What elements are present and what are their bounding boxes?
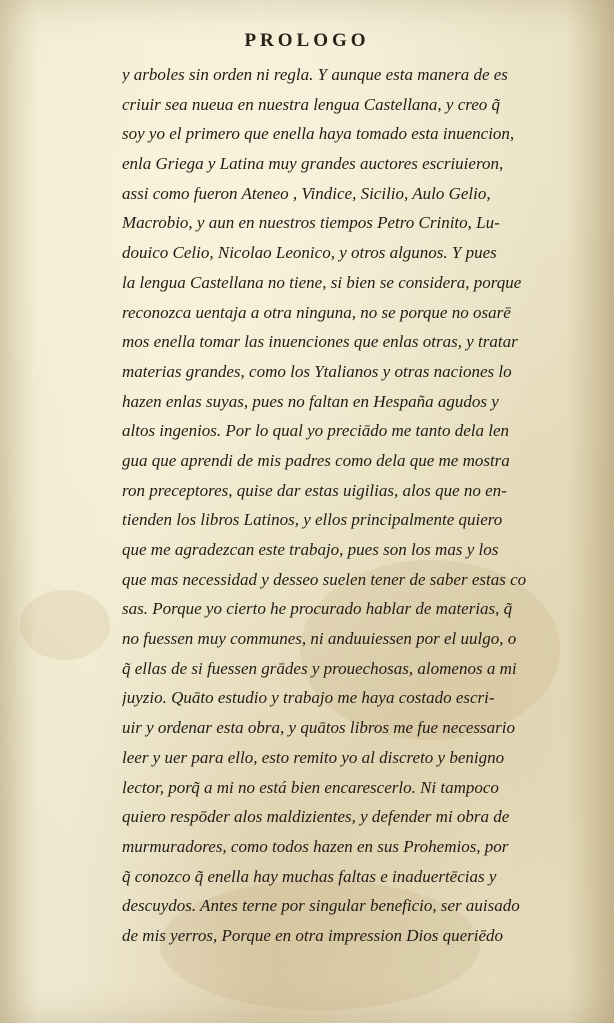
text-line: soy yo el primero que enella haya tomado esta inuencion, <box>122 124 515 144</box>
body-text <box>122 60 587 951</box>
page-header: PROLOGO <box>244 30 370 51</box>
text-line: quiero respōder alos maldizientes, y defender mi obra de <box>122 807 510 827</box>
text-line: hazen enlas suyas, pues no faltan en Hespaña agudos y <box>122 391 499 411</box>
text-line: assi como fueron Ateneo , Vindice, Sicilio, Aulo Gelio, <box>122 183 491 203</box>
text-line: uir y ordenar esta obra, y quātos libros me fue necessario <box>122 718 516 738</box>
text-line: tienden los libros Latinos, y ellos principalmente quiero <box>122 510 503 530</box>
text-line: sas. Porque yo cierto he procurado hablar de materias, q̃ <box>122 599 513 619</box>
text-line: juyzio. Quāto estudio y trabajo me haya costado escri- <box>122 688 495 708</box>
text-line: q̃ conozco q̃ enella hay muchas faltas e inaduertēcias y <box>122 866 497 886</box>
text-line: que mas necessidad y desseo suelen tener de saber estas co <box>122 569 527 589</box>
text-line: mos enella tomar las inuenciones que enlas otras, y tratar <box>122 332 518 352</box>
text-line: de mis yerros, Porque en otra impression Dios queriēdo <box>122 925 504 945</box>
text-line: no fuessen muy communes, ni anduuiessen por el uulgo, o <box>122 629 517 649</box>
text-line: douico Celio, Nicolao Leonico, y otros algunos. Y pues <box>122 243 497 263</box>
text-line: que me agradezcan este trabajo, pues son los mas y los <box>122 540 499 559</box>
text-line: y arboles sin orden ni regla. Y aunque esta manera de es <box>122 65 508 84</box>
text-line: descuydos. Antes terne por singular beneficio, ser auisado <box>122 896 520 916</box>
text-line: gua que aprendi de mis padres como dela que me mostra <box>122 450 510 470</box>
text-line: lector, porq̃ a mi no está bien encarescerlo. Ni tampoco <box>122 777 499 797</box>
text-line: q̃ ellas de si fuessen grādes y prouechosas, alomenos a mi <box>122 658 517 678</box>
text-line: murmuradores, como todos hazen en sus Prohemios, por <box>122 836 509 856</box>
text-line: materias grandes, como los Ytalianos y otras naciones lo <box>122 361 512 381</box>
text-line: la lengua Castellana no tiene, si bien se considera, porque <box>122 272 522 292</box>
text-line: leer y uer para ello, esto remito yo al discreto y benigno <box>122 747 505 767</box>
text-line: ron preceptores, quise dar estas uigilias, alos que no en- <box>122 480 507 500</box>
text-line: enla Griega y Latina muy grandes auctores escriuieron, <box>122 154 504 174</box>
text-line: criuir sea nueua en nuestra lengua Castellana, y creo q̃ <box>122 94 501 114</box>
text-line: altos ingenios. Por lo qual yo preciādo me tanto dela len <box>122 421 510 441</box>
water-stain <box>20 590 110 660</box>
text-line: Macrobio, y aun en nuestros tiempos Petro Crinito, Lu- <box>122 213 500 233</box>
text-line: reconozca uentaja a otra ninguna, no se porque no osarē <box>122 302 511 322</box>
